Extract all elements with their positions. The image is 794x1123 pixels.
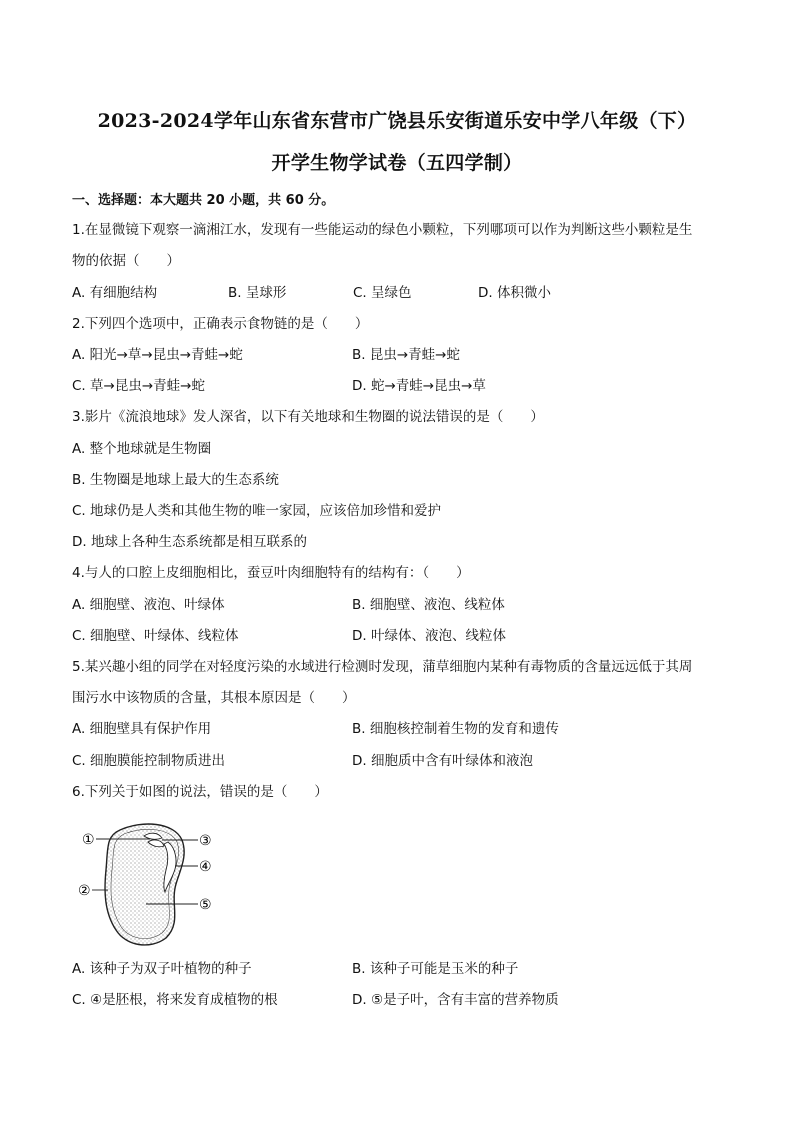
q3-option-a: A. 整个地球就是生物圈 — [72, 441, 212, 457]
q6-option-c: C. ④是胚根，将来发育成植物的根 — [72, 992, 278, 1008]
section-heading: 一、选择题：本大题共 20 小题，共 60 分。 — [72, 193, 335, 208]
label-1: ① — [82, 832, 95, 848]
q5-option-c: C. 细胞膜能控制物质进出 — [72, 753, 226, 769]
q5-stem-line1: 5.某兴趣小组的同学在对轻度污染的水域进行检测时发现，蒲草细胞内某种有毒物质的含量远远低于其周 — [72, 659, 693, 675]
q4-option-a: A. 细胞壁、液泡、叶绿体 — [72, 597, 225, 613]
label-5: ⑤ — [199, 897, 212, 913]
exam-title-line1: 2023-2024学年山东省东营市广饶县乐安街道乐安中学八年级（下） — [97, 110, 697, 132]
seed-coat — [105, 824, 184, 945]
q1-stem-line2: 物的依据（ ） — [72, 253, 180, 269]
q5-option-a: A. 细胞壁具有保护作用 — [72, 721, 212, 737]
q1-option-d: D. 体积微小 — [478, 285, 551, 301]
q2-option-d: D. 蛇→青蛙→昆虫→草 — [352, 378, 486, 394]
q3-option-d: D. 地球上各种生态系统都是相互联系的 — [72, 534, 307, 550]
q6-option-b: B. 该种子可能是玉米的种子 — [352, 961, 519, 977]
q5-stem-line2: 围污水中该物质的含量，其根本原因是（ ） — [72, 690, 356, 706]
q3-option-c: C. 地球仍是人类和其他生物的唯一家园，应该倍加珍惜和爱护 — [72, 503, 442, 519]
q6-option-a: A. 该种子为双子叶植物的种子 — [72, 961, 252, 977]
q4-option-b: B. 细胞壁、液泡、线粒体 — [352, 597, 505, 613]
q4-option-c: C. 细胞壁、叶绿体、线粒体 — [72, 628, 239, 644]
q4-stem: 4.与人的口腔上皮细胞相比，蚕豆叶肉细胞特有的结构有：（ ） — [72, 565, 470, 581]
q3-stem: 3.影片《流浪地球》发人深省，以下有关地球和生物圈的说法错误的是（ ） — [72, 409, 544, 425]
q6-option-d: D. ⑤是子叶，含有丰富的营养物质 — [352, 992, 559, 1008]
q1-option-b: B. 呈球形 — [228, 285, 287, 301]
q2-option-b: B. 昆虫→青蛙→蛇 — [352, 347, 460, 363]
q2-stem: 2.下列四个选项中，正确表示食物链的是（ ） — [72, 316, 369, 332]
q1-stem-line1: 1.在显微镜下观察一滴湘江水，发现有一些能运动的绿色小颗粒，下列哪项可以作为判断这些小颗粒是生 — [72, 222, 693, 238]
q2-option-c: C. 草→昆虫→青蛙→蛇 — [72, 378, 205, 394]
label-4: ④ — [199, 859, 212, 875]
q5-option-b: B. 细胞核控制着生物的发育和遗传 — [352, 721, 559, 737]
bean-seed-diagram — [70, 818, 230, 950]
label-3: ③ — [199, 833, 212, 849]
q6-stem: 6.下列关于如图的说法，错误的是（ ） — [72, 784, 328, 800]
q5-option-d: D. 细胞质中含有叶绿体和液泡 — [352, 753, 533, 769]
exam-title-line2: 开学生物学试卷（五四学制） — [271, 152, 523, 174]
q1-option-a: A. 有细胞结构 — [72, 285, 158, 301]
q3-option-b: B. 生物圈是地球上最大的生态系统 — [72, 472, 279, 488]
label-2: ② — [78, 883, 91, 899]
q2-option-a: A. 阳光→草→昆虫→青蛙→蛇 — [72, 347, 243, 363]
q1-option-c: C. 呈绿色 — [353, 285, 412, 301]
q4-option-d: D. 叶绿体、液泡、线粒体 — [352, 628, 506, 644]
